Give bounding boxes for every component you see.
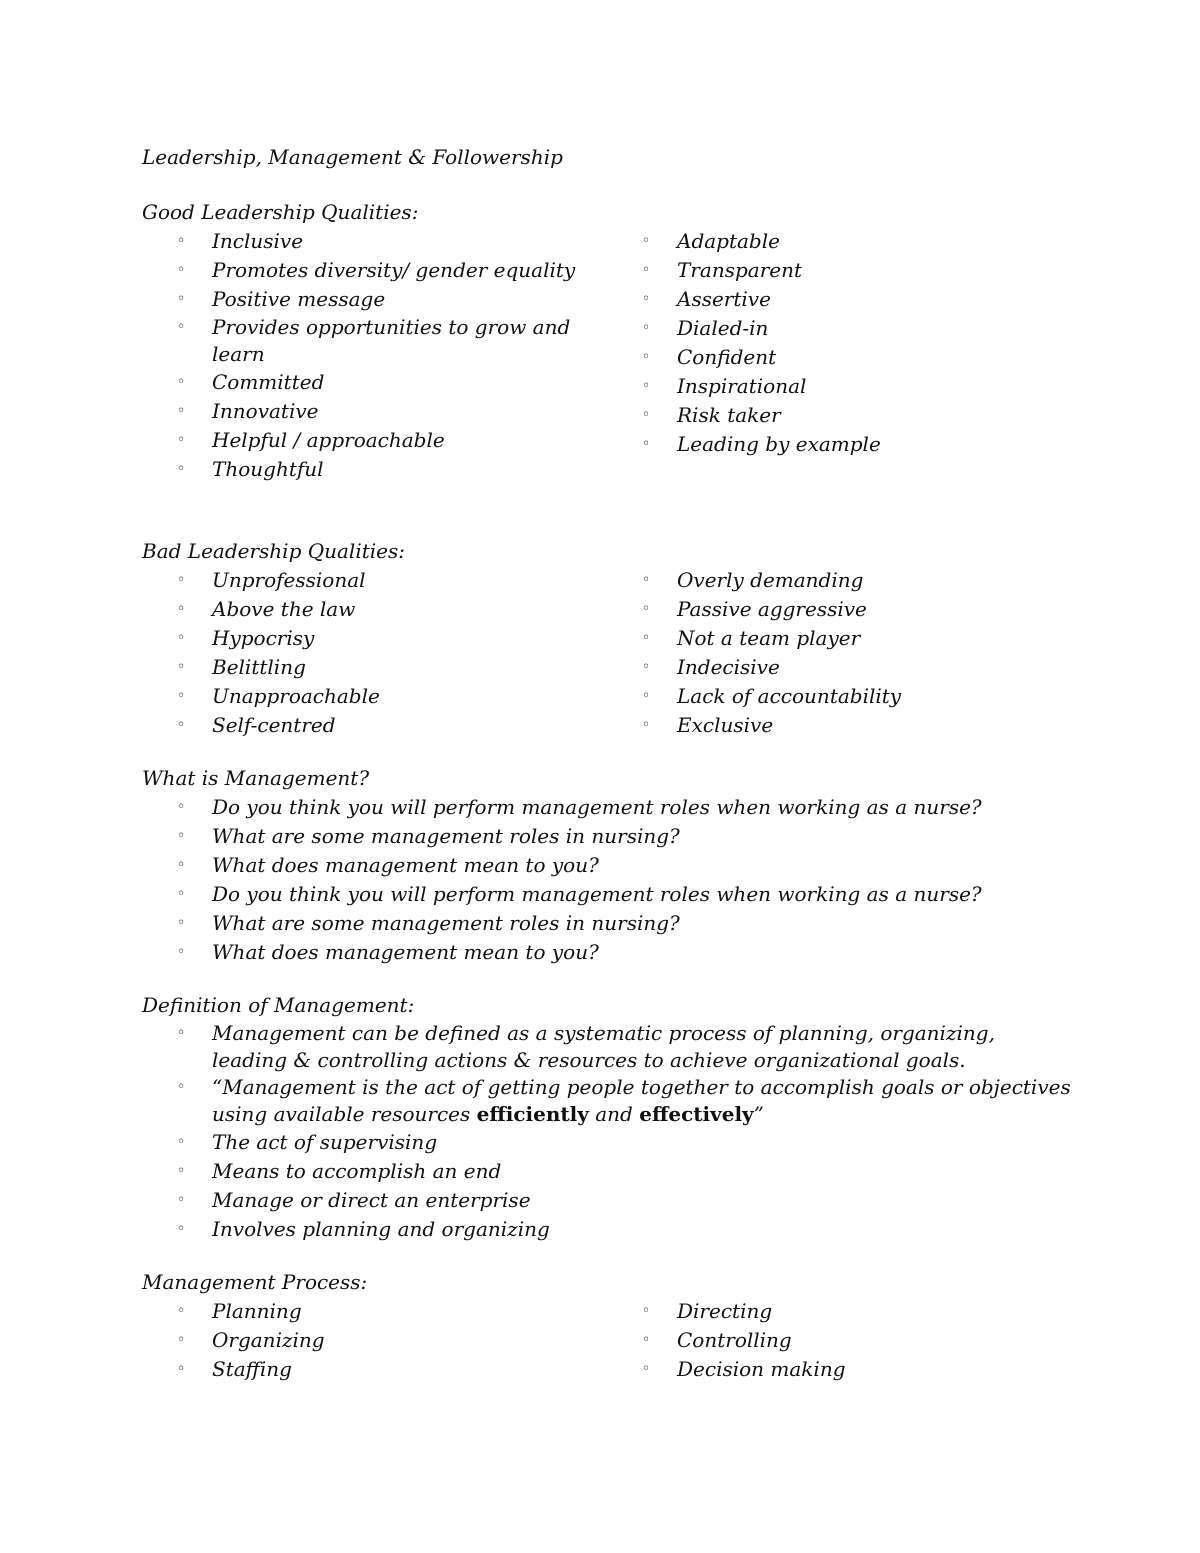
page-title: Leadership, Management & Followership (142, 145, 563, 169)
bullet-icon: ◦ (177, 1134, 186, 1150)
bullet-icon: ◦ (177, 291, 186, 307)
bad-leadership-left-column (142, 566, 607, 740)
bullet-icon: ◦ (177, 630, 186, 646)
list-item: ◦ Passive aggressive (607, 595, 1072, 624)
list-item: ◦ Leading by example (607, 430, 1072, 459)
bullet-icon: ◦ (642, 572, 651, 588)
bullet-icon: ◦ (177, 262, 186, 278)
list-item: ◦ Dialed-in (607, 314, 1072, 343)
list-item: ◦ Do you think you will perform management roles when working as a nurse? (142, 880, 1072, 909)
list-item: ◦ Unprofessional (142, 566, 607, 595)
management-process-left-column (142, 1297, 607, 1384)
bullet-icon: ◦ (177, 1303, 186, 1319)
bullet-icon: ◦ (177, 659, 186, 675)
bad-leadership-heading: Bad Leadership Qualities: (142, 539, 405, 563)
list-item: ◦ Helpful / approachable (142, 426, 607, 455)
bullet-icon: ◦ (642, 320, 651, 336)
bullet-icon: ◦ (642, 688, 651, 704)
list-item: ◦ Directing (607, 1297, 1072, 1326)
list-item: ◦ Controlling (607, 1326, 1072, 1355)
list-item: ◦ Positive message (142, 285, 607, 314)
bullet-icon: ◦ (642, 1332, 651, 1348)
list-item: ◦ What does management mean to you? (142, 938, 1072, 967)
bullet-icon: ◦ (177, 461, 186, 477)
definition-heading: Definition of Management: (142, 993, 415, 1017)
list-item: ◦ Do you think you will perform management roles when working as a nurse? (142, 793, 1072, 822)
list-item: ◦ Innovative (142, 397, 607, 426)
bullet-icon: ◦ (177, 799, 186, 815)
good-leadership-left-column (142, 227, 607, 484)
good-leadership-heading: Good Leadership Qualities: (142, 200, 419, 224)
bullet-icon: ◦ (642, 291, 651, 307)
list-item: ◦ What are some management roles in nursing? (142, 822, 1072, 851)
bullet-icon: ◦ (177, 1361, 186, 1377)
bullet-icon: ◦ (642, 717, 651, 733)
list-item: ◦ What are some management roles in nursing? (142, 909, 1072, 938)
bad-leadership-right-column (607, 566, 1072, 740)
bullet-icon: ◦ (177, 886, 186, 902)
list-item: ◦ Adaptable (607, 227, 1072, 256)
list-item: ◦ What does management mean to you? (142, 851, 1072, 880)
bullet-icon: ◦ (642, 1303, 651, 1319)
bullet-icon: ◦ (642, 436, 651, 452)
list-item: ◦ Confident (607, 343, 1072, 372)
list-item: ◦ The act of supervising (142, 1128, 1072, 1157)
list-item: ◦ Assertive (607, 285, 1072, 314)
list-item: ◦ Decision making (607, 1355, 1072, 1384)
bullet-icon: ◦ (177, 915, 186, 931)
what-is-management-heading: What is Management? (142, 766, 370, 790)
list-item: ◦ Involves planning and organizing (142, 1215, 1072, 1244)
bullet-icon: ◦ (177, 601, 186, 617)
bullet-icon: ◦ (642, 233, 651, 249)
bullet-icon: ◦ (642, 407, 651, 423)
bullet-icon: ◦ (177, 1332, 186, 1348)
bullet-icon: ◦ (177, 1163, 186, 1179)
list-item: ◦ Promotes diversity/ gender equality (142, 256, 607, 285)
list-item: ◦ Thoughtful (142, 455, 607, 484)
bullet-icon: ◦ (642, 378, 651, 394)
bullet-icon: ◦ (642, 262, 651, 278)
list-item: ◦ Management can be defined as a systematic process of planning, organizing, leading & controlling actions & resources to achieve organizational goals. (177, 1021, 995, 1072)
list-item: ◦ “Management is the act of getting people together to accomplish goals or objectives using available resources efficiently and effectively” (177, 1075, 1071, 1126)
list-item: ◦ Provides opportunities to grow and learn (177, 315, 571, 366)
bullet-icon: ◦ (177, 374, 186, 390)
definition-list (142, 1020, 1072, 1244)
bad-leadership-columns (142, 566, 1072, 740)
bullet-icon: ◦ (177, 1079, 186, 1095)
emphasis-efficiently: efficiently (476, 1102, 589, 1126)
list-item: ◦ Means to accomplish an end (142, 1157, 1072, 1186)
bullet-icon: ◦ (642, 1361, 651, 1377)
list-item: ◦ Organizing (142, 1326, 607, 1355)
bullet-icon: ◦ (177, 944, 186, 960)
bullet-icon: ◦ (642, 349, 651, 365)
list-item: ◦ Self-centred (142, 711, 607, 740)
list-item: ◦ Staffing (142, 1355, 607, 1384)
bullet-icon: ◦ (177, 1192, 186, 1208)
list-item: ◦ Belittling (142, 653, 607, 682)
management-process-right-column (607, 1297, 1072, 1384)
list-item: ◦ Indecisive (607, 653, 1072, 682)
list-item: ◦ Inclusive (142, 227, 607, 256)
list-item: ◦ Exclusive (607, 711, 1072, 740)
good-leadership-columns (142, 227, 1072, 484)
bullet-icon: ◦ (177, 233, 186, 249)
good-leadership-right-column (607, 227, 1072, 484)
list-item: ◦ Unapproachable (142, 682, 607, 711)
bullet-icon: ◦ (642, 601, 651, 617)
list-item: ◦ Overly demanding (607, 566, 1072, 595)
bullet-icon: ◦ (177, 403, 186, 419)
bullet-icon: ◦ (642, 659, 651, 675)
list-item: ◦ Risk taker (607, 401, 1072, 430)
bullet-icon: ◦ (177, 432, 186, 448)
bullet-icon: ◦ (177, 828, 186, 844)
emphasis-effectively: effectively (639, 1102, 754, 1126)
list-item: ◦ Transparent (607, 256, 1072, 285)
bullet-icon: ◦ (177, 572, 186, 588)
management-process-columns (142, 1297, 1072, 1384)
list-item: ◦ Inspirational (607, 372, 1072, 401)
bullet-icon: ◦ (177, 1025, 186, 1041)
bullet-icon: ◦ (177, 717, 186, 733)
list-item: ◦ Above the law (142, 595, 607, 624)
bullet-icon: ◦ (177, 688, 186, 704)
document-page (142, 143, 1072, 1384)
bullet-icon: ◦ (177, 319, 186, 335)
list-item: ◦ Lack of accountability (607, 682, 1072, 711)
list-item: ◦ Committed (142, 368, 607, 397)
bullet-icon: ◦ (177, 857, 186, 873)
list-item: ◦ Hypocrisy (142, 624, 607, 653)
bullet-icon: ◦ (177, 1221, 186, 1237)
list-item: ◦ Manage or direct an enterprise (142, 1186, 1072, 1215)
what-is-management-list (142, 793, 1072, 967)
list-item: ◦ Planning (142, 1297, 607, 1326)
list-item: ◦ Not a team player (607, 624, 1072, 653)
management-process-heading: Management Process: (142, 1270, 368, 1294)
bullet-icon: ◦ (642, 630, 651, 646)
